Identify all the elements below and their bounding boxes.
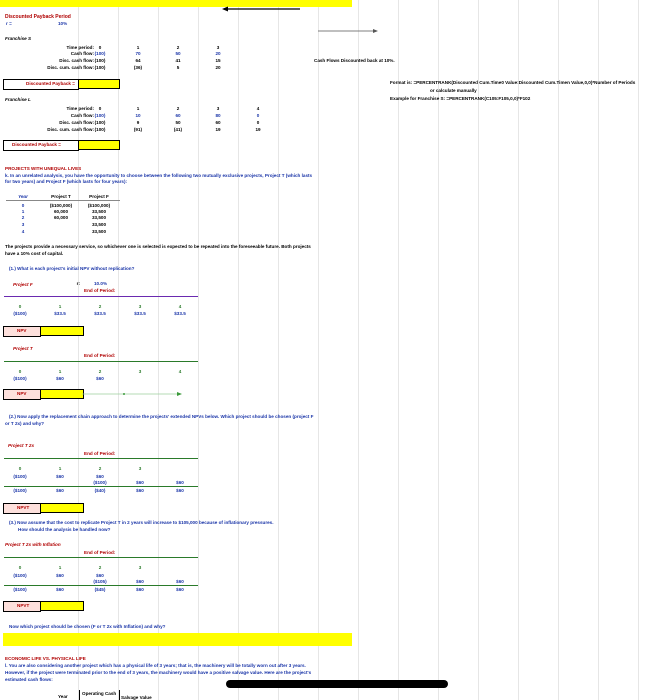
project-f-label: Project F <box>13 282 33 287</box>
franchise-l-payback-input[interactable] <box>78 140 120 150</box>
cell: (36) <box>133 65 143 70</box>
flow: ($100) <box>13 573 27 578</box>
sum: $60 <box>136 587 144 592</box>
cell: 2 <box>176 106 180 111</box>
table-cell: 33,500 <box>91 222 107 227</box>
cell: 1 <box>136 106 140 111</box>
cell: 80 <box>215 113 221 118</box>
q2-end-period: End of Period: <box>84 451 116 456</box>
franchise-l-payback-label: Discounted Payback = <box>12 142 61 147</box>
economic-header-salvage: Salvage Value <box>121 695 152 700</box>
row-label: Disc. cum. cash flow: <box>47 65 94 70</box>
sum: ($100) <box>13 587 27 592</box>
flow: $60 <box>176 579 184 584</box>
cell: (100) <box>94 65 106 70</box>
row-label: Cash flow: <box>70 113 94 118</box>
flow: $60 <box>96 573 104 578</box>
period: 2 <box>98 565 102 570</box>
cell: 64 <box>135 58 141 63</box>
cell: 60 <box>215 120 221 125</box>
sum: ($45) <box>94 587 106 592</box>
cell: (100) <box>94 113 106 118</box>
flow: ($100) <box>93 480 107 485</box>
sum: ($40) <box>94 488 106 493</box>
cell: 0 <box>256 120 260 125</box>
period: 0 <box>18 369 22 374</box>
row-label: Disc. cash flow: <box>59 120 94 125</box>
period: 3 <box>138 304 142 309</box>
period: 3 <box>138 565 142 570</box>
q2-npv-label: NPVT <box>17 505 30 510</box>
flow: ($100) <box>13 311 27 316</box>
cell: 9 <box>136 120 140 125</box>
q1-r-label: r: <box>76 281 80 286</box>
row-label: Disc. cum. cash flow: <box>47 127 94 132</box>
cell: 0 <box>256 113 260 118</box>
period: 1 <box>58 565 62 570</box>
q2-label: Project T 2x <box>8 443 35 448</box>
q1-question: (1.) What is each project's initial NPV without replication? <box>9 266 135 271</box>
table-cell: 3 <box>21 222 25 227</box>
cell: 15 <box>215 58 221 63</box>
q3-answer-bar[interactable] <box>3 633 352 646</box>
period: 0 <box>18 304 22 309</box>
sum: $60 <box>176 587 184 592</box>
franchise-s-label: Franchise S <box>5 36 32 41</box>
cell: 3 <box>216 106 220 111</box>
cell: (91) <box>133 127 143 132</box>
period: 3 <box>138 466 142 471</box>
flow: $33.5 <box>134 311 146 316</box>
economic-line-2: However, if the project were terminated prior to the end of 3 years, the machinery would have a positive salvage value. Here are the project's <box>5 670 312 675</box>
flow: ($100) <box>13 376 27 381</box>
table-header: Project T <box>51 194 71 199</box>
q1-r-value: 10.0% <box>94 281 108 286</box>
formula-note-line2: or calculate manually <box>430 88 477 93</box>
cell: 20 <box>215 51 221 56</box>
unequal-intro-1: k. In an unrelated analysis, you have the opportunity to choose between the following two mutually exclusive projects, Project T (which lasts <box>5 173 313 178</box>
cell: 19 <box>215 127 221 132</box>
cell: 0 <box>98 106 102 111</box>
table-header: Year <box>18 194 28 199</box>
row-label: Cash flow: <box>70 51 94 56</box>
franchise-s-payback-input[interactable] <box>78 79 120 89</box>
arrow-left-icon <box>222 6 302 12</box>
economic-title: ECONOMIC LIFE VS. PHYSICAL LIFE <box>5 656 86 661</box>
table-cell: 0 <box>21 203 25 208</box>
q3-question-2: How should the analysis be handled now? <box>18 527 111 532</box>
cell: 70 <box>135 51 141 56</box>
table-cell: 4 <box>21 229 25 234</box>
flow: $60 <box>136 579 144 584</box>
formula-note-line1: Format is: =PERCENTRANK(Discounted Cum.Time0 Value:Discounted Cum.Timen Value,0,0)*Number of Periods <box>390 80 636 85</box>
q2-question-2: or T 2x) and why? <box>5 421 45 426</box>
cell: (41) <box>173 127 183 132</box>
cell: 50 <box>175 51 181 56</box>
sum: $60 <box>176 488 184 493</box>
table-header: Project F <box>89 194 109 199</box>
q3-npv-label: NPVT <box>17 603 30 608</box>
table-cell: 60,000 <box>53 215 69 220</box>
table-cell: ($100,000) <box>87 203 111 208</box>
q3-label: Project T 2x with Inflation <box>5 542 61 547</box>
q1-npv-t-input[interactable] <box>40 389 84 399</box>
sum: $60 <box>56 587 64 592</box>
q2-question-1: (2.) Now apply the replacement chain approach to determine the projects' extended NPVs below. Which project should be chosen (project F <box>9 414 314 419</box>
flow: $60 <box>176 480 184 485</box>
sum: $60 <box>56 488 64 493</box>
economic-header-operating: Operating Cash <box>82 691 117 696</box>
unequal-para-2: have a 10% cost of capital. <box>5 251 64 256</box>
economic-header-year: Year <box>58 694 68 699</box>
period: 4 <box>178 369 182 374</box>
cell: (100) <box>94 127 106 132</box>
q2-underline <box>4 458 198 459</box>
period: 1 <box>58 466 62 471</box>
page-title: Discounted Payback Period <box>5 14 71 20</box>
flow: $60 <box>56 573 64 578</box>
period: 0 <box>18 565 22 570</box>
economic-line-1: l. You are also considering another project which has a physical life of 3 years; that is, the machinery will be totally worn out after 3 years. <box>5 663 306 668</box>
table-cell: 2 <box>21 215 25 220</box>
rate-value: 10% <box>58 21 68 26</box>
flow: $60 <box>56 474 64 479</box>
table-cell: ($100,000) <box>49 203 73 208</box>
unequal-title: PROJECTS WITH UNEQUAL LIVES <box>5 166 82 171</box>
project-t-underline <box>4 361 198 362</box>
rate-label: r = <box>6 21 12 26</box>
period: 2 <box>98 466 102 471</box>
row-label: Time period: <box>66 106 94 111</box>
flow: $33.5 <box>54 311 66 316</box>
table-cell: 1 <box>21 209 25 214</box>
cell: 19 <box>255 127 261 132</box>
q1-end-period: End of Period: <box>84 288 116 293</box>
period: 4 <box>178 304 182 309</box>
q3-underline <box>4 557 198 558</box>
sum: ($100) <box>13 488 27 493</box>
cell: 50 <box>175 120 181 125</box>
cell: (100) <box>94 58 106 63</box>
cell: 60 <box>175 113 181 118</box>
cell: 41 <box>175 58 181 63</box>
table-cell: 33,500 <box>91 215 107 220</box>
q1-npv-t-label: NPV <box>17 391 27 396</box>
q3-npv-input[interactable] <box>40 601 84 611</box>
flow: $60 <box>96 376 104 381</box>
period: 1 <box>58 369 62 374</box>
q2-npv-input[interactable] <box>40 503 84 513</box>
q1-t-end-period: End of Period: <box>84 353 116 358</box>
period: 2 <box>98 369 102 374</box>
flow: ($105) <box>93 579 107 584</box>
flow: ($100) <box>13 474 27 479</box>
arrow-right-icon <box>318 28 380 34</box>
economic-header-divider <box>119 690 120 700</box>
cell: 20 <box>215 65 221 70</box>
economic-line-3: estimated cash flows: <box>5 677 53 682</box>
economic-header-divider <box>79 690 80 700</box>
flow: $33.5 <box>94 311 106 316</box>
flow: $60 <box>136 480 144 485</box>
franchise-s-payback-label: Discounted Payback = <box>26 81 75 86</box>
cell: 10 <box>135 113 141 118</box>
period: 3 <box>138 369 142 374</box>
formula-note-line3: Example for Franchise S: =PERCENTRANK(C105:F105,0,0)*F102 <box>390 96 531 101</box>
cell: 2 <box>176 45 180 50</box>
period: 1 <box>58 304 62 309</box>
redaction-bar <box>226 680 448 688</box>
sum: $60 <box>136 488 144 493</box>
q3-end-period: End of Period: <box>84 550 116 555</box>
period: 0 <box>18 466 22 471</box>
row-label: Time period: <box>66 45 94 50</box>
cell: (100) <box>94 120 106 125</box>
cell: 0 <box>98 45 102 50</box>
cell: 4 <box>256 106 260 111</box>
project-t-label: Project T <box>13 346 33 351</box>
q1-npv-f-label: NPV <box>17 328 27 333</box>
q3-question-1: (3.) Now assume that the cost to replicate Project T in 2 years will increase to $105,000 because of inflationary pressures. <box>9 520 274 525</box>
flow: $60 <box>56 376 64 381</box>
q3-conclusion: Now which project should be chosen (F or T 2x with Inflation) and why? <box>9 624 166 629</box>
flow: $60 <box>96 474 104 479</box>
q1-npv-f-input[interactable] <box>40 326 84 336</box>
franchise-l-label: Franchise L <box>5 97 31 102</box>
table-cell: 33,500 <box>91 209 107 214</box>
project-f-underline <box>4 296 198 297</box>
unequal-intro-2: for two years) and Project F (which lasts for four years): <box>5 179 128 184</box>
connector-icon <box>82 392 182 396</box>
table-cell: 60,000 <box>53 209 69 214</box>
flow: $33.5 <box>174 311 186 316</box>
cell: 3 <box>216 45 220 50</box>
franchise-s-note: Cash Flows Discounted back at 10%. <box>314 58 395 63</box>
unequal-para-1: The projects provide a necessary service, so whichever one is selected is expected to be repeated into the foreseeable future. Both projects <box>5 244 311 249</box>
row-label: Disc. cash flow: <box>59 58 94 63</box>
period: 2 <box>98 304 102 309</box>
cell: (100) <box>94 51 106 56</box>
cell: 5 <box>176 65 180 70</box>
cell: 1 <box>136 45 140 50</box>
table-cell: 33,500 <box>91 229 107 234</box>
